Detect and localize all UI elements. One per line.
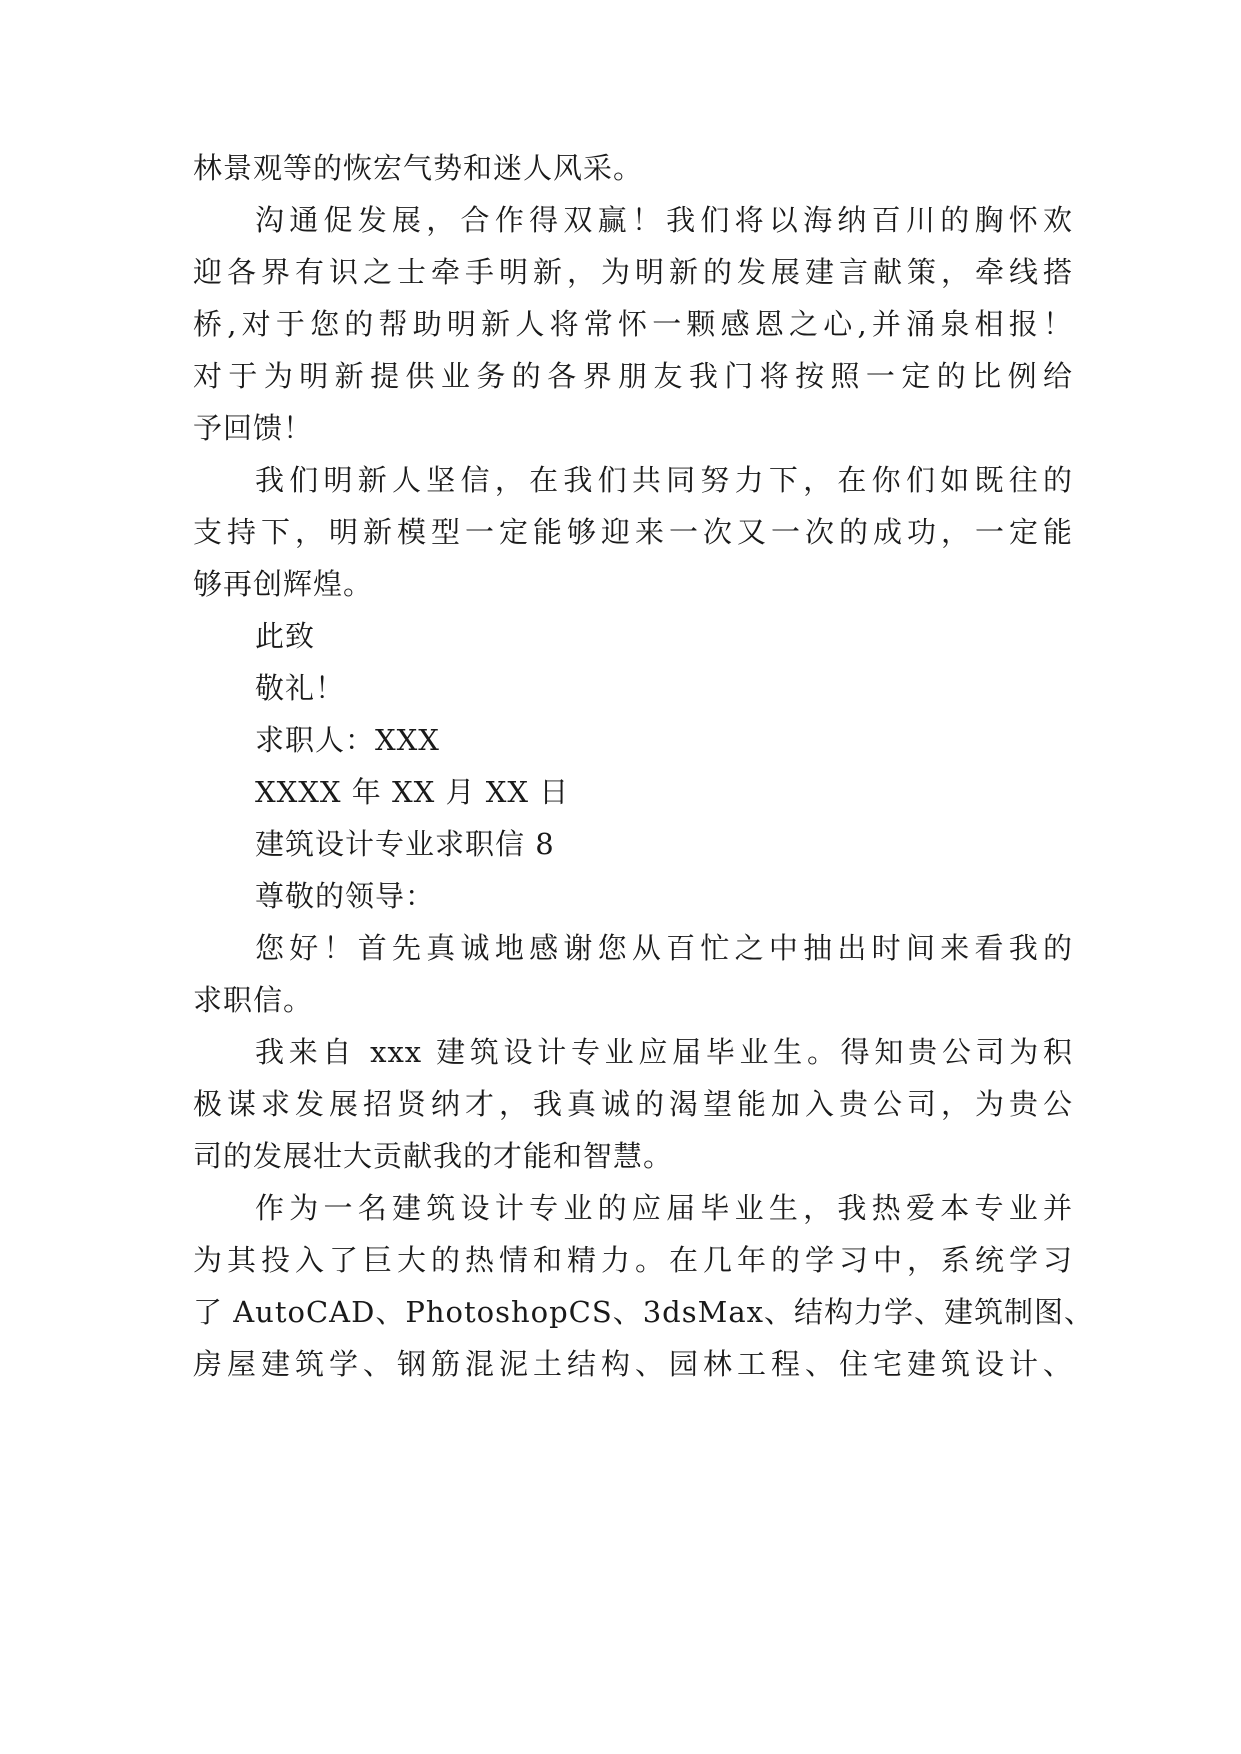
text-line: 够再创辉煌。 bbox=[193, 567, 374, 601]
text-line: 我们明新人坚信，在我们共同努力下，在你们如既往的 bbox=[255, 463, 1073, 497]
text-line: 对于为明新提供业务的各界朋友我门将按照一定的比例给 bbox=[193, 359, 1073, 393]
text-line: 房屋建筑学、钢筋混泥土结构、园林工程、住宅建筑设计、 bbox=[193, 1347, 1073, 1381]
text-line: 司的发展壮大贡献我的才能和智慧。 bbox=[193, 1139, 674, 1173]
text-line: 予回馈！ bbox=[193, 411, 314, 445]
text-line: 极谋求发展招贤纳才，我真诚的渴望能加入贵公司，为贵公 bbox=[193, 1087, 1073, 1121]
text-line: 了 AutoCAD、PhotoshopCS、3dsMax、结构力学、建筑制图、 bbox=[193, 1295, 1094, 1329]
signature-name: 求职人：XXX bbox=[255, 723, 440, 757]
text-line: 求职信。 bbox=[193, 983, 314, 1017]
text-line: 迎各界有识之士牵手明新，为明新的发展建言献策，牵线搭 bbox=[193, 255, 1073, 289]
text-line: 桥,对于您的帮助明新人将常怀一颗感恩之心,并涌泉相报！ bbox=[193, 307, 1073, 341]
text-line: 为其投入了巨大的热情和精力。在几年的学习中，系统学习 bbox=[193, 1243, 1073, 1277]
section-title: 建筑设计专业求职信 8 bbox=[255, 827, 555, 861]
text-line: 林景观等的恢宏气势和迷人风采。 bbox=[193, 151, 644, 185]
text-line: 作为一名建筑设计专业的应届毕业生，我热爱本专业并 bbox=[255, 1191, 1073, 1225]
text-line: 我来自 xxx 建筑设计专业应届毕业生。得知贵公司为积 bbox=[255, 1035, 1073, 1069]
greeting: 尊敬的领导： bbox=[255, 879, 436, 913]
signature-date: XXXX 年 XX 月 XX 日 bbox=[255, 775, 570, 809]
text-line: 您好！首先真诚地感谢您从百忙之中抽出时间来看我的 bbox=[255, 931, 1073, 965]
text-line: 沟通促发展，合作得双赢！我们将以海纳百川的胸怀欢 bbox=[255, 203, 1073, 237]
text-line: 支持下，明新模型一定能够迎来一次又一次的成功，一定能 bbox=[193, 515, 1073, 549]
closing-regards: 敬礼！ bbox=[255, 671, 346, 705]
closing-salutation: 此致 bbox=[255, 619, 316, 653]
